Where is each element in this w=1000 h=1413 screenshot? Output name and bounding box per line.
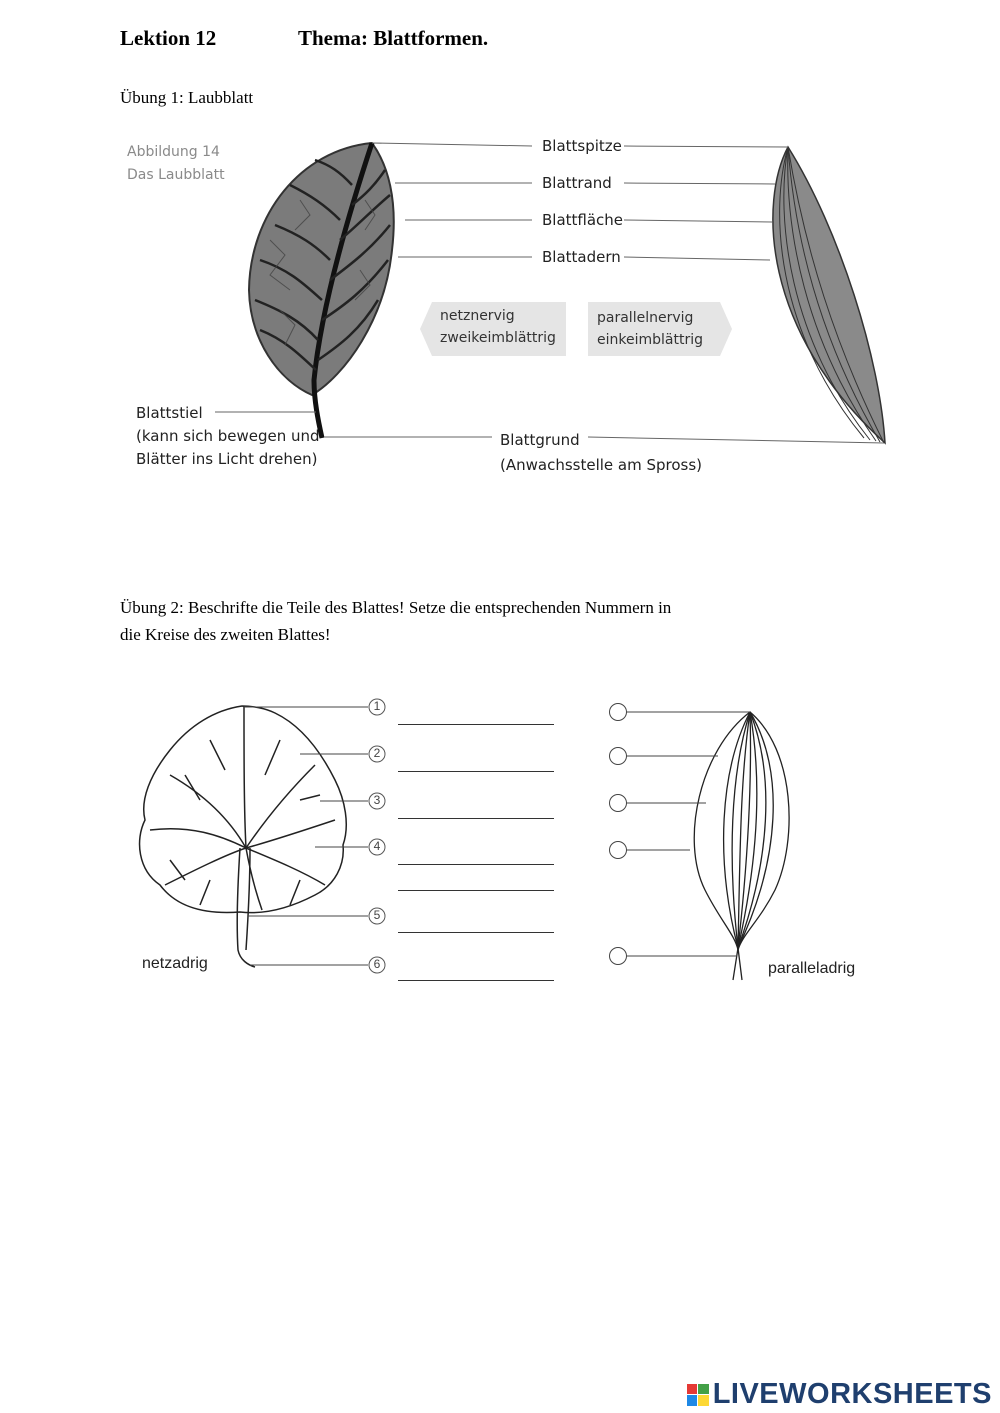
circle-input-2[interactable]	[609, 747, 627, 765]
label-blattrand: Blattrand	[542, 174, 612, 192]
lesson-title: Lektion 12	[120, 26, 217, 50]
instruction-line: die Kreise des zweiten Blattes!	[120, 625, 331, 644]
netzadrig-leaf-image	[140, 706, 347, 967]
liveworksheets-logo	[687, 1378, 992, 1411]
answer-line-1[interactable]	[398, 724, 554, 725]
number-4: 4	[373, 839, 381, 853]
tag-line: parallelnervig	[597, 310, 694, 326]
label-netzadrig: netzadrig	[142, 955, 208, 972]
figure-caption-line: Abbildung 14	[127, 144, 220, 160]
topic-title: Thema: Blattformen.	[298, 26, 489, 50]
tag-line: netznervig	[440, 308, 515, 324]
paralleladrig-leaf-image	[694, 712, 789, 980]
answer-line-2[interactable]	[398, 771, 554, 772]
liveworksheets-text: LIVEWORKSHEETS	[712, 1378, 992, 1410]
label-blattstiel	[136, 402, 320, 471]
label-blattgrund	[500, 428, 702, 478]
label-blattflaeche: Blattfläche	[542, 211, 624, 229]
exercise-2-title	[120, 594, 820, 648]
tag-line: einkeimblättrig	[597, 332, 703, 348]
number-5: 5	[373, 908, 381, 922]
circle-input-4[interactable]	[609, 841, 627, 859]
answer-line-4a[interactable]	[398, 864, 554, 865]
number-1: 1	[373, 699, 381, 713]
figure-caption-line: Das Laubblatt	[127, 167, 225, 183]
answer-line-3[interactable]	[398, 818, 554, 819]
label-blattspitze: Blattspitze	[542, 137, 622, 155]
number-6: 6	[373, 957, 381, 971]
exercise-1-title: Übung 1: Laubblatt	[120, 88, 254, 107]
circle-input-1[interactable]	[609, 703, 627, 721]
label-line: Blattgrund	[500, 431, 580, 449]
label-paralleladrig: paralleladrig	[768, 960, 856, 977]
label-line: Blattstiel	[136, 404, 203, 422]
answer-line-5[interactable]	[398, 932, 554, 933]
blattformen-exercise-figure	[0, 680, 1000, 1000]
label-line: (kann sich bewegen und	[136, 427, 320, 445]
parallelnervig-leaf-image	[773, 147, 885, 443]
label-line: (Anwachsstelle am Spross)	[500, 456, 703, 474]
circle-input-5[interactable]	[609, 947, 627, 965]
answer-line-6[interactable]	[398, 980, 554, 981]
number-3: 3	[373, 793, 381, 807]
instruction-line: Übung 2: Beschrifte die Teile des Blattes! Setze die entsprechenden Nummern in	[120, 598, 672, 617]
label-line: Blätter ins Licht drehen)	[136, 450, 318, 468]
label-blattadern: Blattadern	[542, 248, 621, 266]
tag-line: zweikeimblättrig	[440, 330, 556, 346]
liveworksheets-icon	[687, 1384, 709, 1406]
netznervig-tag	[440, 305, 556, 349]
netznervig-leaf-image	[249, 143, 394, 438]
number-2: 2	[373, 746, 381, 760]
circle-input-3[interactable]	[609, 794, 627, 812]
answer-line-4b[interactable]	[398, 890, 554, 891]
parallelnervig-tag	[597, 307, 703, 351]
